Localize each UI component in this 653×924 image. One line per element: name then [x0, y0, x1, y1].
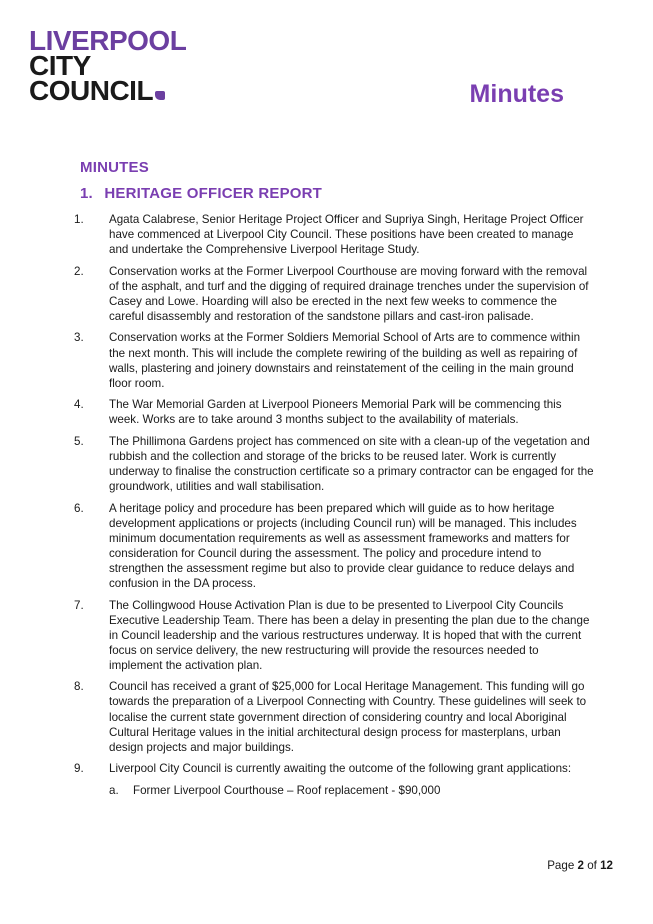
item-text: A heritage policy and procedure has been prepared which will guide as to how heritage development applications or projects (including Council run) will be managed. This includes minimum documentation requirements as well as assessment frameworks and matters for consideration for Council during the assessment. The policy and procedure intend to strengthen the assessment regime but also to provide clear guidance to reduce delays and confusion in the DA process.	[109, 501, 577, 591]
item-text: Conservation works at the Former Soldiers Memorial School of Arts are to commence within the next month. This will include the complete rewiring of the building as well as repairing of walls, plastering and joinery downstairs and reinstatement of the ceiling in the main ground floor room.	[109, 331, 581, 390]
page-label: Page	[547, 859, 575, 872]
item-text	[109, 761, 594, 776]
item-text: Agata Calabrese, Senior Heritage Project Officer and Supriya Singh, Heritage Project Officer have commenced at Liverpool City Council. These positions have been created to manage and undertake the Comprehensive Liverpool Heritage Study.	[109, 213, 584, 257]
item-number: 4.	[74, 398, 84, 412]
item-text: The Collingwood House Activation Plan is due to be presented to Liverpool City Councils Executive Leadership Team. There has been a delay in presenting the plan due to the change in Council leadership and the various restructures underway. It is hoped that with the current focus on service delivery, the new restructuring will provide the resources needed to implement the activation plan.	[109, 598, 590, 672]
report-title: HERITAGE OFFICER REPORT	[104, 185, 323, 202]
item-number: 3.	[74, 331, 84, 345]
logo-speech-mark-icon	[155, 91, 165, 100]
item-number: 7.	[74, 598, 84, 612]
logo-line-city: CITY	[29, 50, 91, 81]
sub-item-text: Former Liverpool Courthouse – Roof replacement - $90,000	[133, 783, 441, 797]
item-number: 9.	[74, 762, 84, 776]
page-footer	[547, 859, 613, 872]
list-item	[74, 761, 594, 776]
item-text: Council has received a grant of $25,000 for Local Heritage Management. This funding will go towards the preparation of a Liverpool Connecting with Country. These guidelines will seek to localise the current state government direction of considering country and local Aboriginal Cultural Heritage values in the initial architectural design process for masterplans, urban design projects and major buildings.	[109, 680, 587, 754]
list-item	[74, 264, 594, 324]
item-text-content: Liverpool City Council is currently awaiting the outcome of the following grant applications:	[109, 762, 572, 776]
list-item	[74, 330, 594, 390]
report-number: 1.	[80, 185, 93, 202]
item-number: 8.	[74, 680, 84, 694]
item-number: 2.	[74, 264, 84, 278]
of-label: of	[587, 859, 597, 872]
item-number: 1.	[74, 213, 84, 226]
logo-line-council	[29, 75, 229, 106]
page-total: 12	[600, 859, 613, 872]
section-heading: MINUTES	[80, 159, 149, 176]
item-text: The Phillimona Gardens project has commenced on site with a clean-up of the vegetation and rubbish and the collection and storage of the bricks to be reused later. Work is currently underway to finalise the construction certificate so a primary contractor can be engaged for the groundwork, utilities and wall stabilisation.	[109, 434, 594, 494]
list-item	[74, 598, 594, 673]
list-item	[74, 397, 594, 427]
list-item	[74, 501, 594, 592]
logo-line-council-text: COUNCIL	[29, 75, 154, 106]
logo-line-liverpool: LIVERPOOL	[29, 25, 187, 56]
list-item	[74, 212, 594, 257]
report-heading	[80, 185, 322, 202]
item-text: The War Memorial Garden at Liverpool Pioneers Memorial Park will be commencing this week. Works are to take around 3 months subject to the availability of materials.	[109, 398, 562, 427]
council-logo	[29, 25, 229, 106]
sub-item-letter: a.	[109, 783, 119, 797]
list-item	[74, 434, 594, 494]
document-title: Minutes	[469, 80, 564, 108]
page-current: 2	[577, 859, 584, 872]
minutes-item-list	[74, 212, 594, 798]
list-item	[74, 679, 594, 754]
sub-list-item	[109, 783, 594, 798]
item-number: 6.	[74, 501, 84, 515]
item-number: 5.	[74, 434, 84, 448]
item-text: Conservation works at the Former Liverpool Courthouse are moving forward with the removal of the asphalt, and turf and the digging of required drainage trenches under the supervision of Casey and Lowe. Hoarding will also be erected in the next few weeks to commence the careful disassembly and restoration of the sandstone pillars and cast-iron palisade.	[109, 264, 589, 323]
